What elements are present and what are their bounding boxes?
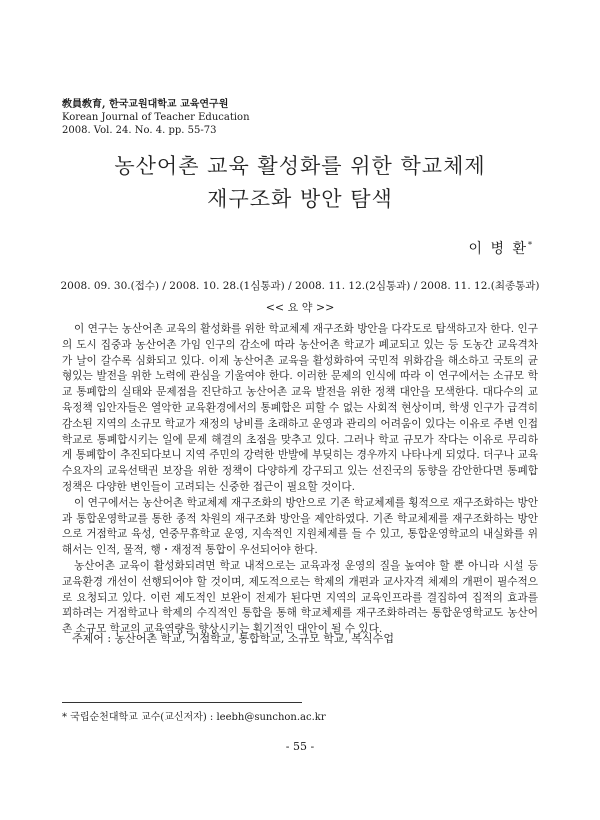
journal-name: 敎員敎育, 한국교원대학교 교육연구원 [62,99,229,110]
review-dates: 2008. 09. 30.(접수) / 2008. 10. 28.(1심통과) / 2008. 11. 12.(2심통과) / 2008. 11. 12.(최종통과) [60,280,540,292]
abstract-paragraph: 이 연구는 농산어촌 교육의 활성화를 위한 학교체제 재구조화 방안을 다각도로 탐색하고자 한다. 인구의 도시 집중과 농산어촌 가임 인구의 감소에 따라 농산어촌 학교가 폐교되고 있는 등 도농간 교육격차가 날이 갈수록 심화되고 있다. 이제 농산어촌 교육을 활성화하여 국민적 위화감을 해소하고 국토의 균형있는 발전을 위한 노력에 관심을 기울여야 한다. 이러한 문제의 인식에 따라 이 연구에서는 소규모 학교 통폐합의 실태와 문제점을 진단하고 농산어촌 교육 발전을 위한 정책 대안을 모색한다. 대다수의 교육정책 입안자들은 열악한 교육환경에서의 통폐합은 피할 수 없는 사회적 현상이며, 학생 인구가 급격히 감소된 지역의 소규모 학교가 재정의 낭비를 초래하고 운영과 관리의 어려움이 있다는 이유로 주변 인접 학교로 통폐합시키는 일에 문제 해결의 초점을 맞추고 있다. 그러나 학교 규모가 작다는 이유로 무리하게 통폐합이 추진되다보니 지역 주민의 강력한 반발에 부딪히는 경우까지 나타나게 되었다. 더구나 교육수요자의 교육선택권 보장을 위한 정책이 다양하게 강구되고 있는 선진국의 동향을 감안한다면 통폐합 정책은 다양한 변인들이 고려되는 신중한 접근이 필요할 것이다. [62,323,538,493]
footnote: * 국립순천대학교 교수(교신저자) : leebh@sunchon.ac.kr [62,712,326,723]
abstract-paragraph: 농산어촌 교육이 활성화되려면 학교 내적으로는 교육과정 운영의 질을 높여야 할 뿐 아니라 시설 등 교육환경 개선이 선행되어야 할 것이며, 제도적으로는 학제의 개편과 교사자격 체제의 개편이 필수적으로 요청되고 있다. 이런 제도적인 보완이 전제가 된다면 지역의 교육인프라를 결집하여 집적의 효과를 꾀하려는 거점학교나 학제의 수직적인 통합을 통해 학교체제를 재구조화하려는 통합운영학교도 농산어촌 소규모 학교의 교육역량을 향상시키는 획기적인 대안이 될 수 있다. [62,559,538,636]
journal-info [62,98,250,137]
author [469,238,534,258]
abstract-heading: << 요 약 >> [265,301,335,314]
author-name: 이 병 환 [468,241,528,257]
paper-title-line-1: 농산어촌 교육 활성화를 위한 학교체제 [114,154,486,178]
abstract-paragraph: 이 연구에서는 농산어촌 학교체제 재구조화의 방안으로 기존 학교체제를 횡적으로 재구조화하는 방안과 통합운영학교를 통한 종적 차원의 재구조화 방안을 제안하였다. 기존 학교체제를 재구조화하는 방안으로 거점학교 육성, 연중무휴학교 운영, 지속적인 지원체제를 들 수 있고, 통합운영학교의 내실화를 위해서는 인적, 물적, 행・재정적 통합이 우선되어야 한다. [62,496,538,557]
journal-english-name: Korean Journal of Teacher Education [62,112,250,123]
paper-title-line-2: 재구조화 방안 탐색 [207,187,393,211]
journal-volume: 2008. Vol. 24. No. 4. pp. 55-73 [62,125,217,136]
footnote-divider [62,702,302,703]
page-number: - 55 - [285,740,315,753]
keywords: 주제어 : 농산어촌 학교, 거점학교, 통합학교, 소규모 학교, 복식수업 [72,632,394,645]
abstract [62,322,538,638]
author-footnote-mark: * [528,240,534,250]
